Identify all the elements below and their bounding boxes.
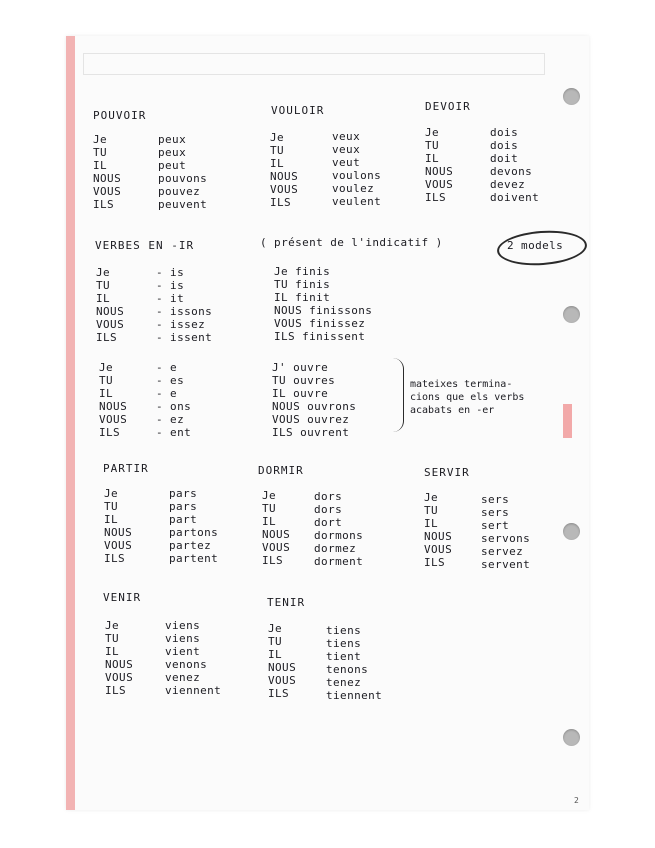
- pronoun: NOUS: [425, 165, 454, 178]
- binder-hole: [563, 88, 580, 105]
- verb-form: part: [169, 513, 198, 526]
- pronoun: Je: [105, 619, 120, 632]
- pronoun: VOUS: [262, 541, 291, 554]
- binder-hole: [563, 729, 580, 746]
- pronoun: Je: [96, 266, 111, 279]
- pronoun: VOUS: [93, 185, 122, 198]
- pronoun: NOUS: [96, 305, 125, 318]
- verb-form: peut: [158, 159, 187, 172]
- models-label: 2 models: [507, 239, 564, 252]
- pronoun: IL: [96, 292, 111, 305]
- vouloir-forms: [332, 130, 381, 208]
- example: VOUS finissez: [274, 317, 366, 330]
- pronoun: ILS: [93, 198, 115, 211]
- pouvoir-title: POUVOIR: [93, 109, 147, 122]
- pronoun: ILS: [105, 684, 127, 697]
- pronoun: Je: [262, 489, 277, 502]
- verb-form: partons: [169, 526, 219, 539]
- devoir-title: DEVOIR: [425, 100, 471, 113]
- pronoun: NOUS: [105, 658, 134, 671]
- example: ILS finissent: [274, 330, 366, 343]
- venir-title: VENIR: [103, 591, 142, 604]
- verb-form: veulent: [332, 195, 382, 208]
- ending: - issent: [156, 331, 213, 344]
- verb-form: veut: [332, 156, 361, 169]
- pronoun: VOUS: [425, 178, 454, 191]
- pronoun: IL: [104, 513, 119, 526]
- verb-form: dort: [314, 516, 343, 529]
- verb-form: pars: [169, 500, 198, 513]
- pouvoir-pronouns: [93, 133, 121, 211]
- servir-pronouns: [424, 491, 452, 569]
- verb-form: sers: [481, 506, 510, 519]
- vouloir-pronouns: [270, 131, 298, 209]
- pronoun: Je: [424, 491, 439, 504]
- verb-form: servent: [481, 558, 531, 571]
- pronoun: ILS: [424, 556, 446, 569]
- verb-form: viens: [165, 619, 201, 632]
- pronoun: ILS: [268, 687, 290, 700]
- verb-form: tiennent: [326, 689, 383, 702]
- verb-form: tient: [326, 650, 362, 663]
- example: TU finis: [274, 278, 331, 291]
- pronoun: VOUS: [96, 318, 125, 331]
- ending: - is: [156, 266, 185, 279]
- pronoun: VOUS: [99, 413, 128, 426]
- sticky-tab: [563, 404, 572, 438]
- ending: - issez: [156, 318, 206, 331]
- verb-form: peuvent: [158, 198, 208, 211]
- pronoun: Je: [99, 361, 114, 374]
- ouvrir-pronouns: [99, 361, 127, 439]
- pronoun: TU: [270, 144, 285, 157]
- note-line: cions que els verbs: [410, 392, 525, 403]
- verbes-ir-subtitle: ( présent de l'indicatif ): [260, 236, 443, 249]
- verb-form: vient: [165, 645, 201, 658]
- tenir-forms: [326, 624, 382, 702]
- verb-form: voulons: [332, 169, 382, 182]
- example: NOUS finissons: [274, 304, 373, 317]
- verb-form: venons: [165, 658, 208, 671]
- pronoun: TU: [105, 632, 120, 645]
- ending: - es: [156, 374, 185, 387]
- pronoun: ILS: [262, 554, 284, 567]
- verb-form: veux: [332, 130, 361, 143]
- pronoun: IL: [105, 645, 120, 658]
- pronoun: IL: [93, 159, 108, 172]
- pronoun: TU: [268, 635, 283, 648]
- verb-form: dors: [314, 490, 343, 503]
- example: Je finis: [274, 265, 331, 278]
- pronoun: NOUS: [93, 172, 122, 185]
- note-line: acabats en -er: [410, 405, 495, 416]
- ending: - is: [156, 279, 185, 292]
- verb-form: pars: [169, 487, 198, 500]
- pronoun: TU: [93, 146, 108, 159]
- verb-form: tiens: [326, 624, 362, 637]
- pronoun: Je: [268, 622, 283, 635]
- ending: - ons: [156, 400, 192, 413]
- verb-form: partez: [169, 539, 212, 552]
- servir-forms: [481, 493, 530, 571]
- ouvrir-examples: [272, 361, 356, 439]
- dormir-title: DORMIR: [258, 464, 304, 477]
- pronoun: NOUS: [270, 170, 299, 183]
- example: TU ouvres: [272, 374, 336, 387]
- pronoun: Je: [425, 126, 440, 139]
- pronoun: Je: [104, 487, 119, 500]
- tenir-pronouns: [268, 622, 296, 700]
- verb-form: viennent: [165, 684, 222, 697]
- example: NOUS ouvrons: [272, 400, 357, 413]
- vouloir-title: VOULOIR: [271, 104, 325, 117]
- venir-pronouns: [105, 619, 133, 697]
- verb-form: veux: [332, 143, 361, 156]
- ending: - e: [156, 387, 178, 400]
- verb-form: peux: [158, 146, 187, 159]
- pronoun: IL: [424, 517, 439, 530]
- partir-pronouns: [104, 487, 132, 565]
- verb-form: servons: [481, 532, 531, 545]
- verb-form: sert: [481, 519, 510, 532]
- pronoun: TU: [425, 139, 440, 152]
- verb-form: dorment: [314, 555, 364, 568]
- verb-form: tenons: [326, 663, 369, 676]
- devoir-pronouns: [425, 126, 453, 204]
- partir-title: PARTIR: [103, 462, 149, 475]
- pronoun: ILS: [104, 552, 126, 565]
- binder-hole: [563, 306, 580, 323]
- verb-form: voulez: [332, 182, 375, 195]
- example: VOUS ouvrez: [272, 413, 350, 426]
- verb-form: dormez: [314, 542, 357, 555]
- pronoun: VOUS: [268, 674, 297, 687]
- servir-title: SERVIR: [424, 466, 470, 479]
- tenir-title: TENIR: [267, 596, 306, 609]
- pronoun: ILS: [96, 331, 118, 344]
- pronoun: TU: [99, 374, 114, 387]
- pronoun: IL: [262, 515, 277, 528]
- ouvrir-note: [410, 378, 550, 417]
- example: J' ouvre: [272, 361, 329, 374]
- pronoun: Je: [270, 131, 285, 144]
- margin-line: [66, 36, 75, 810]
- pronoun: VOUS: [104, 539, 133, 552]
- pronoun: NOUS: [424, 530, 453, 543]
- devoir-forms: [490, 126, 539, 204]
- binder-hole: [563, 523, 580, 540]
- example: IL ouvre: [272, 387, 329, 400]
- pronoun: VOUS: [270, 183, 299, 196]
- pronoun: NOUS: [99, 400, 128, 413]
- ir-pronouns: [96, 266, 124, 344]
- verb-form: peux: [158, 133, 187, 146]
- curly-bracket: [393, 358, 404, 432]
- ending: - ez: [156, 413, 185, 426]
- verb-form: devons: [490, 165, 533, 178]
- verb-form: devez: [490, 178, 526, 191]
- verb-form: dois: [490, 139, 519, 152]
- ir-endings: [156, 266, 212, 344]
- pronoun: TU: [104, 500, 119, 513]
- header-box: [83, 53, 545, 75]
- pronoun: IL: [99, 387, 114, 400]
- verbes-ir-title: VERBES EN -IR: [95, 239, 195, 252]
- pronoun: TU: [262, 502, 277, 515]
- verb-form: pouvez: [158, 185, 201, 198]
- ending: - it: [156, 292, 185, 305]
- verb-form: tenez: [326, 676, 362, 689]
- ir-examples: [274, 265, 372, 343]
- venir-forms: [165, 619, 221, 697]
- pronoun: ILS: [425, 191, 447, 204]
- verb-form: viens: [165, 632, 201, 645]
- dormir-pronouns: [262, 489, 290, 567]
- partir-forms: [169, 487, 218, 565]
- pronoun: VOUS: [424, 543, 453, 556]
- ending: - ent: [156, 426, 192, 439]
- pronoun: NOUS: [104, 526, 133, 539]
- ending: - e: [156, 361, 178, 374]
- verb-form: doivent: [490, 191, 540, 204]
- pronoun: Je: [93, 133, 108, 146]
- dormir-forms: [314, 490, 363, 568]
- verb-form: dois: [490, 126, 519, 139]
- pronoun: ILS: [270, 196, 292, 209]
- verb-form: doit: [490, 152, 519, 165]
- verb-form: dormons: [314, 529, 364, 542]
- example: IL finit: [274, 291, 331, 304]
- pronoun: NOUS: [268, 661, 297, 674]
- pronoun: IL: [425, 152, 440, 165]
- verb-form: dors: [314, 503, 343, 516]
- ouvrir-endings: [156, 361, 191, 439]
- pronoun: VOUS: [105, 671, 134, 684]
- pronoun: IL: [268, 648, 283, 661]
- verb-form: servez: [481, 545, 524, 558]
- pronoun: TU: [96, 279, 111, 292]
- verb-form: partent: [169, 552, 219, 565]
- verb-form: sers: [481, 493, 510, 506]
- pronoun: IL: [270, 157, 285, 170]
- page-number: 2: [574, 796, 579, 805]
- pronoun: NOUS: [262, 528, 291, 541]
- pronoun: TU: [424, 504, 439, 517]
- ending: - issons: [156, 305, 213, 318]
- pronoun: ILS: [99, 426, 121, 439]
- pouvoir-forms: [158, 133, 207, 211]
- note-line: mateixes termina-: [410, 379, 513, 390]
- verb-form: tiens: [326, 637, 362, 650]
- example: ILS ouvrent: [272, 426, 350, 439]
- verb-form: pouvons: [158, 172, 208, 185]
- verb-form: venez: [165, 671, 201, 684]
